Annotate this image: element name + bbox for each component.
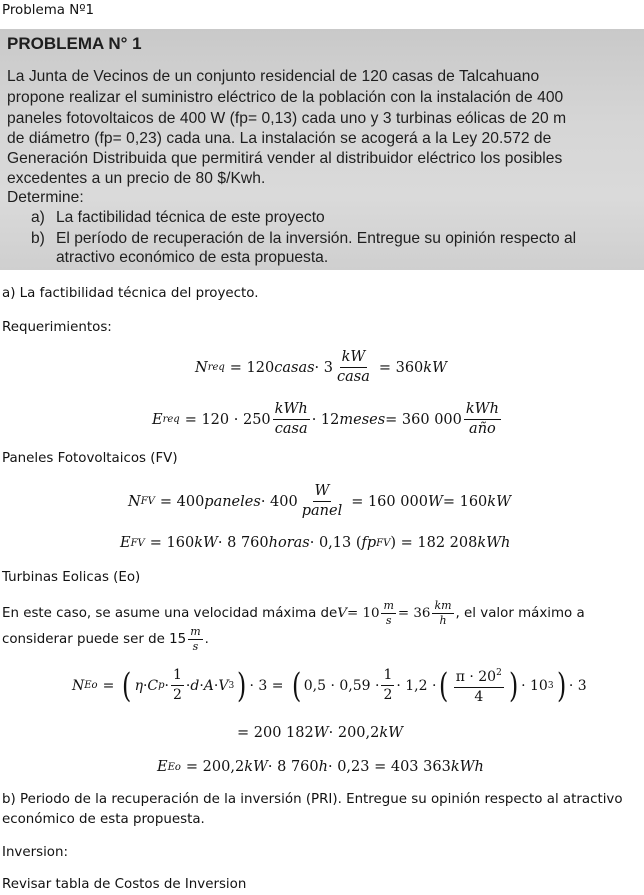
eq2-u1: meses [339, 411, 386, 428]
eq5-V: V [218, 677, 229, 694]
eq5-A: A [203, 677, 214, 694]
eq3-u1: paneles [204, 493, 261, 510]
para-f1n: m [383, 599, 394, 612]
eq6-u1: W [313, 725, 329, 741]
section-b-title-line-1: b) Periodo de la recuperación de la inversión (PRI). Entregue su opinión respecto al atractivo [2, 792, 623, 807]
eq4-c: · 0,13 ( [309, 535, 362, 551]
para-v: V [337, 605, 347, 621]
eq5-h2n: 1 [381, 667, 394, 686]
eq1-b: · 3 [314, 359, 333, 376]
photo-line-3: paneles fotovoltaicos de 400 W (fp= 0,13) cada uno y 3 turbinas eólicas de 20 m [7, 110, 567, 127]
eq4-b: · 8 760 [217, 535, 269, 551]
eo-paragraph-line-2 [2, 626, 209, 653]
photo-determine: Determine: [7, 189, 84, 206]
eq5-cp: C [147, 677, 159, 694]
page-heading: Problema Nº1 [2, 3, 95, 18]
eq3-num: W [313, 483, 332, 502]
eq1-u2: kW [423, 359, 447, 376]
eq2-lhs: E [152, 411, 163, 428]
eq6-u2: kW [379, 725, 404, 741]
eq5-h1d: 2 [173, 687, 182, 703]
eq7-u3: kWh [450, 759, 484, 775]
eq1-den: casa [336, 369, 370, 385]
eq4-u1: kW [194, 535, 218, 551]
eq6-a: = 200 182 [237, 725, 314, 741]
para-t1: En este caso, se asume una velocidad máxima de [2, 605, 338, 621]
eq5-lhs: N [72, 677, 85, 694]
eq5-piexp: 2 [496, 668, 502, 678]
photo-line-2: propone realizar el suministro eléctrico de la población con la instalación de 400 [7, 89, 564, 106]
photo-item-a-marker: a) [31, 209, 45, 226]
para-f1d: s [385, 614, 392, 627]
para-t6: . [204, 631, 209, 647]
equation-e-fv [120, 535, 510, 551]
eq4-a: = 160 [149, 535, 195, 551]
photo-line-6: excedentes a un precio de 80 $/Kwh. [7, 170, 266, 187]
eq3-den: panel [301, 503, 343, 519]
photo-item-b: El período de recuperación de la inversión. Entregue su opinión respecto al [56, 230, 577, 247]
equation-n-eo: N Eo = ( η · C p · $\frac{1}{2}$ · d · A · V 3 ) · 3 = ( 0,5 · 0,59 · $\frac{1}{2}$ · 1,2 · ( $\frac{\pi \cdot 20^2}{4}$ ) · 10 3 ) · 3 [72, 665, 587, 706]
eq7-b: · 8 760 [267, 759, 319, 775]
section-b-title-line-2: económico de esta propuesta. [2, 812, 205, 827]
eq3-lhs: N [128, 493, 141, 510]
para-t3: = 36 [397, 605, 431, 621]
equation-e-req [152, 401, 503, 438]
eq2-sub: req [162, 414, 180, 425]
equation-n-req [195, 349, 447, 386]
eq4-u2: horas [268, 535, 310, 551]
para-f3d: s [192, 640, 199, 653]
eq5-n3: · 10 [521, 677, 548, 694]
eq5-dot4: · [199, 677, 204, 694]
eq3-sub: FV [140, 496, 155, 507]
eq3-a: = 400 [159, 493, 205, 510]
photo-line-4: de diámetro (fp= 0,23) cada una. La instalación se acogerá a la Ley 20.572 de [7, 130, 552, 147]
para-f3n: m [190, 625, 201, 638]
eo-paragraph-line-1 [2, 600, 585, 627]
eq4-d: ) = 182 208 [390, 535, 478, 551]
eq7-u1: kW [244, 759, 268, 775]
eq5-n2: · 1,2 · [396, 677, 437, 694]
eq1-a: = 120 [229, 359, 275, 376]
eq1-num: kW [340, 349, 368, 368]
eq4-u3: fp [361, 535, 377, 551]
eq7-sub: Eo [167, 761, 181, 773]
equation-n-eo-result [237, 725, 403, 741]
eq1-c: = 360 [378, 359, 424, 376]
equation-e-eo [157, 759, 484, 775]
eq5-times3: · 3 = [249, 677, 284, 694]
problem-statement-photo [0, 29, 644, 270]
eq5-pid: 4 [474, 689, 484, 705]
section-a-title: a) La factibilidad técnica del proyecto. [2, 286, 259, 301]
fv-title: Paneles Fotovoltaicos (FV) [2, 451, 178, 466]
eq7-a: = 200,2 [185, 759, 245, 775]
eq5-h1n: 1 [171, 667, 184, 686]
eo-title: Turbinas Eolicas (Eo) [2, 570, 141, 585]
eq4-lhs: E [120, 535, 131, 551]
eq2-c: = 360 000 [385, 411, 462, 428]
para-f2n: km [434, 599, 452, 612]
eq5-dot3: · [185, 677, 191, 694]
eq5-dot2: · [164, 677, 169, 694]
photo-item-b-marker: b) [31, 230, 45, 247]
eq5-eta: η [134, 677, 143, 694]
eq6-b: · 200,2 [328, 725, 380, 741]
review-cost-table-note: Revisar tabla de Costos de Inversion [2, 877, 247, 892]
para-t2: = 10 [346, 605, 380, 621]
eq3-d: = 160 [442, 493, 488, 510]
eq5-d: d [190, 677, 200, 694]
eq5-n3exp: 3 [547, 680, 554, 691]
eq3-b: · 400 [260, 493, 298, 510]
eq4-u4: kWh [477, 535, 511, 551]
investment-label: Inversion: [2, 845, 68, 860]
eq2-b: · 12 [311, 411, 340, 428]
eq5-n4: · 3 [568, 677, 587, 694]
eq5-vexp: 3 [228, 680, 235, 691]
eq1-lhs: N [195, 359, 208, 376]
requirements-label: Requerimientos: [2, 320, 112, 335]
eq7-c: · 0,23 = 403 363 [327, 759, 451, 775]
eq2-den2: año [469, 421, 496, 437]
eq5-dot5: · [213, 677, 219, 694]
eq2-den1: casa [274, 421, 308, 437]
eq1-u1: casas [274, 359, 315, 376]
photo-item-a: La factibilidad técnica de este proyecto [56, 209, 325, 226]
eq7-lhs: E [157, 759, 168, 775]
photo-item-b-cont: atractivo económico de esta propuesta. [56, 249, 329, 266]
eq2-num2: kWh [464, 401, 501, 420]
equation-n-fv [128, 483, 511, 520]
eq5-eq: = [102, 677, 115, 694]
para-t4: , el valor máximo a [455, 605, 585, 621]
para-t5: considerar puede ser de 15 [2, 631, 187, 647]
eq4-sub2: FV [376, 537, 391, 549]
eq5-sub: Eo [84, 680, 98, 691]
para-f2d: h [439, 614, 447, 627]
photo-line-1: La Junta de Vecinos de un conjunto residencial de 120 casas de Talcahuano [7, 68, 540, 85]
eq1-sub: req [207, 362, 225, 373]
photo-line-5: Generación Distribuida que permitirá vender al distribuidor eléctrico los posibles [7, 150, 563, 167]
photo-title: PROBLEMA N° 1 [7, 34, 142, 53]
eq5-pin: π · 20 [455, 669, 497, 685]
eq5-h2d: 2 [383, 687, 393, 703]
eq2-a: = 120 · 250 [184, 411, 271, 428]
eq5-cpsub: p [158, 680, 165, 691]
eq3-u2: W [427, 493, 443, 510]
eq7-u2: h [318, 759, 328, 775]
eq3-u3: kW [487, 493, 511, 510]
eq5-n1: 0,5 · 0,59 · [303, 677, 380, 694]
eq2-num1: kWh [273, 401, 310, 420]
eq4-sub: FV [130, 537, 145, 549]
eq3-c: = 160 000 [351, 493, 428, 510]
eq5-dot1: · [142, 677, 148, 694]
